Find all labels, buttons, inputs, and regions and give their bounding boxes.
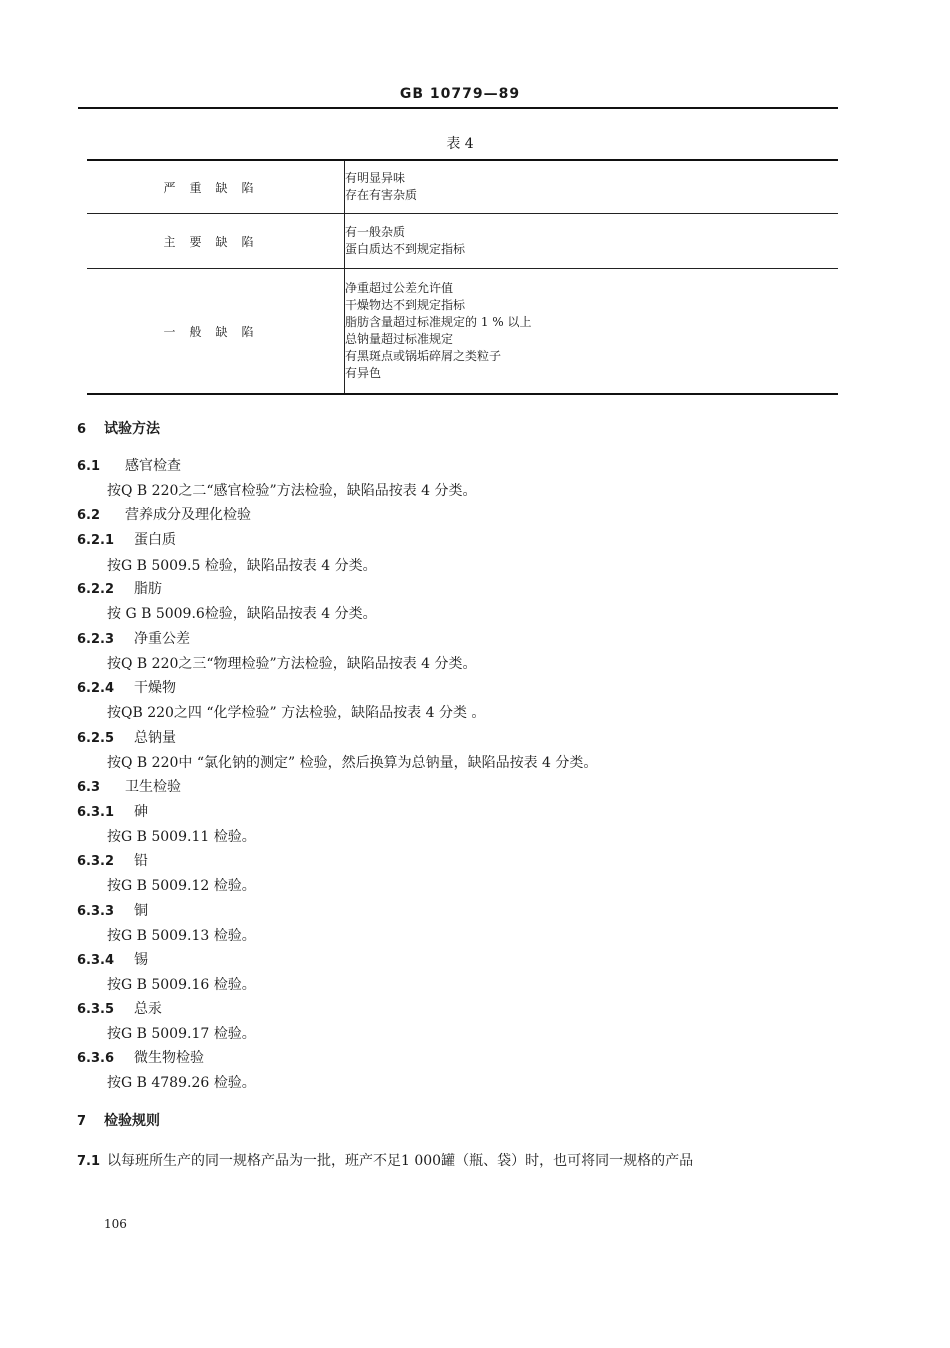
defect-item: 有明显异味 bbox=[345, 171, 406, 185]
section-heading-6-2-4: 6.2.4 干燥物 bbox=[77, 680, 176, 696]
defect-item: 蛋白质达不到规定指标 bbox=[345, 242, 466, 256]
section-heading-6-2-1: 6.2.1 蛋白质 bbox=[77, 532, 176, 548]
defect-item: 有一般杂质 bbox=[345, 225, 406, 239]
section-heading-6-3-4: 6.3.4 锡 bbox=[77, 952, 148, 968]
section-body-6-3-6: 按G B 4789.26 检验。 bbox=[107, 1075, 256, 1091]
section-heading-6-3-3: 6.3.3 铜 bbox=[77, 903, 148, 919]
section-heading-6-3: 6.3 卫生检验 bbox=[77, 779, 181, 795]
section-heading-6-3-6: 6.3.6 微生物检验 bbox=[77, 1050, 204, 1066]
table-row bbox=[87, 214, 838, 269]
page-number: 106 bbox=[104, 1217, 127, 1231]
section-body-6-3-3: 按G B 5009.13 检验。 bbox=[107, 928, 256, 944]
section-body-6-2-1: 按G B 5009.5 检验，缺陷品按表 4 分类。 bbox=[107, 558, 377, 574]
defect-item: 净重超过公差允许值 bbox=[345, 281, 454, 295]
defect-items bbox=[345, 214, 839, 269]
defect-item: 总钠量超过标准规定 bbox=[345, 332, 454, 346]
section-heading-6: 6 试验方法 bbox=[77, 421, 160, 437]
section-body-6-3-5: 按G B 5009.17 检验。 bbox=[107, 1026, 256, 1042]
table-row bbox=[87, 269, 838, 395]
section-heading-6-1: 6.1 感官检查 bbox=[77, 458, 181, 474]
defect-category: 严重缺陷 bbox=[87, 160, 345, 214]
section-heading-7: 7 检验规则 bbox=[77, 1113, 160, 1129]
defect-item: 有异色 bbox=[345, 366, 382, 380]
section-body-6-3-2: 按G B 5009.12 检验。 bbox=[107, 878, 256, 894]
section-body-6-3-1: 按G B 5009.11 检验。 bbox=[107, 829, 256, 845]
section-body-6-2-5: 按Q B 220中 “氯化钠的测定” 检验，然后换算为总钠量，缺陷品按表 4 分类。 bbox=[107, 755, 598, 771]
section-body-6-2-3: 按Q B 220之三“物理检验”方法检验，缺陷品按表 4 分类。 bbox=[107, 656, 477, 672]
section-heading-6-2-3: 6.2.3 净重公差 bbox=[77, 631, 190, 647]
section-heading-6-3-5: 6.3.5 总汞 bbox=[77, 1001, 162, 1017]
section-heading-6-3-2: 6.3.2 铅 bbox=[77, 853, 148, 869]
header-rule bbox=[78, 107, 838, 109]
defect-items bbox=[345, 160, 839, 214]
table-row bbox=[87, 160, 838, 214]
defect-classification-table bbox=[87, 159, 838, 395]
section-body-6-1: 按Q B 220之二“感官检验”方法检验，缺陷品按表 4 分类。 bbox=[107, 483, 477, 499]
defect-item: 干燥物达不到规定指标 bbox=[345, 298, 466, 312]
defect-item: 存在有害杂质 bbox=[345, 188, 418, 202]
page-header-code: GB 10779—89 bbox=[399, 86, 521, 102]
section-body-6-3-4: 按G B 5009.16 检验。 bbox=[107, 977, 256, 993]
section-body-6-2-2: 按 G B 5009.6检验，缺陷品按表 4 分类。 bbox=[107, 606, 377, 622]
section-heading-6-3-1: 6.3.1 砷 bbox=[77, 804, 148, 820]
defect-category: 一般缺陷 bbox=[87, 269, 345, 395]
section-heading-6-2-2: 6.2.2 脂肪 bbox=[77, 581, 162, 597]
defect-items bbox=[345, 269, 839, 395]
defect-item: 有黑斑点或锅垢碎屑之类粒子 bbox=[345, 349, 502, 363]
defect-item: 脂肪含量超过标准规定的 1 % 以上 bbox=[345, 315, 532, 329]
section-body-6-2-4: 按QB 220之四 “化学检验” 方法检验，缺陷品按表 4 分类 。 bbox=[107, 705, 486, 721]
table-caption: 表 4 bbox=[446, 136, 474, 152]
section-paragraph-7-1: 7.1 以每班所生产的同一规格产品为一批，班产不足1 000罐（瓶、袋）时，也可将同一规格的产品 bbox=[77, 1153, 694, 1169]
section-heading-6-2: 6.2 营养成分及理化检验 bbox=[77, 507, 251, 523]
defect-category: 主要缺陷 bbox=[87, 214, 345, 269]
section-heading-6-2-5: 6.2.5 总钠量 bbox=[77, 730, 176, 746]
